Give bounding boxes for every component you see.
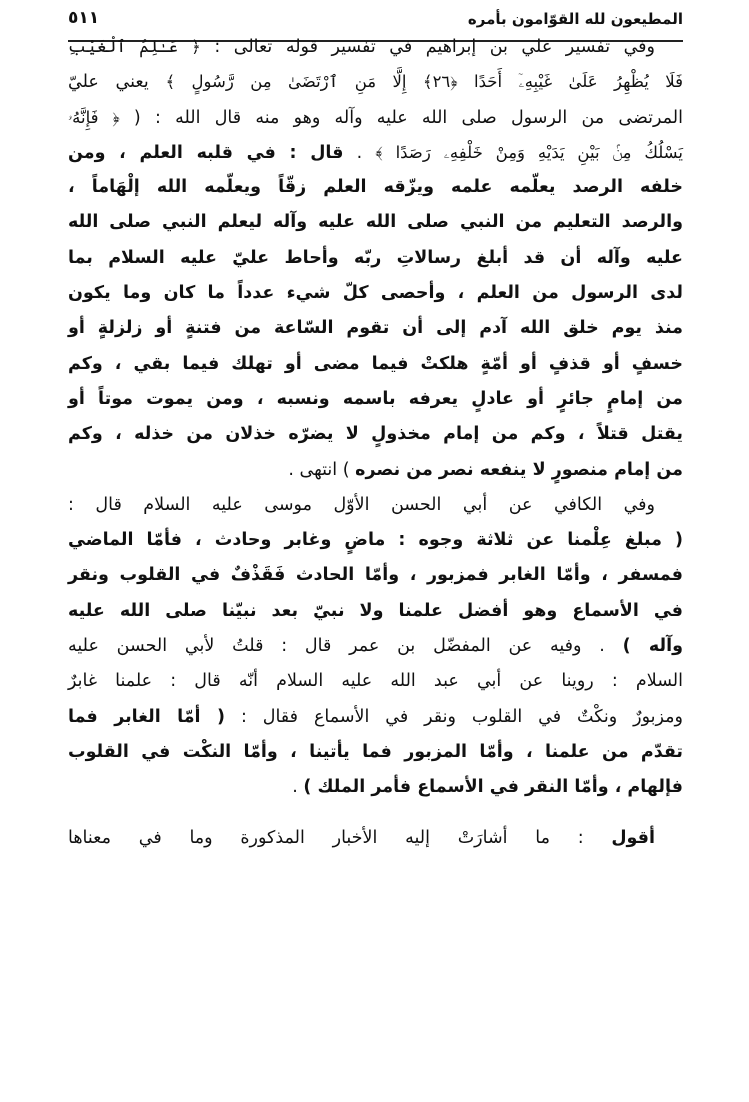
quoted-hadith-text: تقدّم من علمنا ، وأمّا المزبور فما يأتينا ، وأمّا النكْت في القلوب [68,741,683,762]
quoted-hadith-text: منذ يوم خلق الله آدم إلى أن تقوم السّاعة من فتنةٍ أو زلزلةٍ أو [68,318,683,339]
text-line [68,453,683,488]
quoted-hadith-text: من إمام منصورٍ لا ينفعه نصر من نصره [355,459,683,480]
page-body [68,29,683,856]
paragraph [68,488,683,806]
quoted-hadith-text: أقول [611,827,655,848]
running-title: المطيعون لله القوّامون بأمره [467,10,683,28]
quoted-hadith-text: من إمامٍ جائرٍ أو عادلٍ يعرفه باسمه ونسبه ، ومن يموت موتاً أو [68,388,683,409]
body-text: وفي تفسير علي بن إبراهيم في تفسير قوله تعالى : [200,37,655,57]
text-line [68,417,683,452]
quoted-hadith-text: يقتل قتلاً ، وكم من إمام مخذولٍ لا يضرّه خذلان من خذله ، وكم [68,424,683,445]
paragraph [68,821,683,856]
paragraph-gap [68,806,683,821]
page-number: ٥١١ [68,8,100,28]
body-text: . وفيه عن المفضّل بن عمر قال : قلتُ لأبي الحسن عليه [68,636,623,657]
body-text: ومزبورٌ ونكْتٌ في القلوب ونقر في الأسماع فقال : [225,706,683,727]
text-line [68,135,683,170]
quoted-hadith-text: في الأسماع وهو أفضل علمنا ولا نبيّ بعد نبيّنا صلى الله عليه [68,600,683,621]
body-text: . [292,777,304,798]
text-line [68,64,683,99]
quoted-hadith-text: قال : في قلبه العلم ، ومن [68,142,344,163]
paragraph [68,29,683,488]
quran-verse: ﴿ فَإِنَّهُۥ [68,107,120,127]
text-line [68,100,683,135]
text-line [68,311,683,346]
body-text: يعني عليّ [68,72,166,93]
quoted-hadith-text: ( أمّا الغابر فما [68,706,226,727]
text-line [68,276,683,311]
text-line [68,170,683,205]
quoted-hadith-text: والرصد التعليم من النبي صلى الله عليه وآله ليعلم النبي صلى الله [68,212,683,233]
quoted-hadith-text: وآله ) [622,636,683,657]
text-line [68,205,683,240]
text-line [68,523,683,558]
quoted-hadith-text: فإلهام ، وأمّا النقر في الأسماع فأمر الملك ) [303,777,683,798]
text-line [68,241,683,276]
text-line [68,382,683,417]
body-text: : ما أشارَتْ إليه الأخبار المذكورة وما في معناها [68,827,612,848]
body-text: المرتضى من الرسول صلى الله عليه وآله وهو منه قال الله : ( [119,107,683,128]
text-line [68,735,683,770]
body-text: ) انتهى . [288,459,356,480]
quran-verse: ﴿ عَـٰلِمُ ٱلْغَيْبِ [68,37,201,56]
text-line [68,558,683,593]
quoted-hadith-text: فمسفر ، وأمّا الغابر فمزبور ، وأمّا الحادث فَقَذْفٌ في القلوب ونقر [68,565,683,586]
quran-verse: فَلَا يُظْهِرُ عَلَىٰ غَيْبِهِۦٓ أَحَدًا ﴿٢٦﴾ إِلَّا مَنِ ٱرْتَضَىٰ مِن رَّسُولٍ ﴾ [165,72,683,92]
quoted-hadith-text: عليه وآله أن قد أبلغ رسالاتِ ربّه وأحاط عليّ عليه السلام بما [68,247,683,268]
quoted-hadith-text: ( مبلغ عِلْمنا عن ثلاثة وجوه : ماضٍ وغابر وحادث ، فأمّا الماضي [68,530,683,551]
text-line [68,700,683,735]
text-line [68,664,683,699]
quoted-hadith-text: خلفه الرصد يعلّمه علمه ويزّقه العلم زقّاً ويعلّمه الله إلْهَاماً ، [68,177,683,198]
text-line [68,770,683,805]
text-line [68,347,683,382]
text-line [68,821,683,856]
text-line [68,29,683,64]
text-line [68,488,683,523]
quoted-hadith-text: لدى الرسول من العلم ، وأحصى كلّ شيء عدداً ما كان وما يكون [68,283,683,304]
body-text: . [343,142,376,163]
quran-verse: يَسْلُكُ مِنۢ بَيْنِ يَدَيْهِ وَمِنْ خَلْفِهِۦ رَصَدًا ﴾ [375,142,683,162]
text-line [68,594,683,629]
text-line [68,629,683,664]
quoted-hadith-text: خسفٍ أو قذفٍ أو أمّةٍ هلكتْ فيما مضى أو تهلك فيما بقي ، وكم [68,353,683,374]
body-text: وفي الكافي عن أبي الحسن الأوّل موسى عليه السلام قال : [68,494,655,515]
body-text: السلام : روينا عن أبي عبد الله عليه السلام أنّه قال : علمنا غابرٌ [68,671,683,692]
